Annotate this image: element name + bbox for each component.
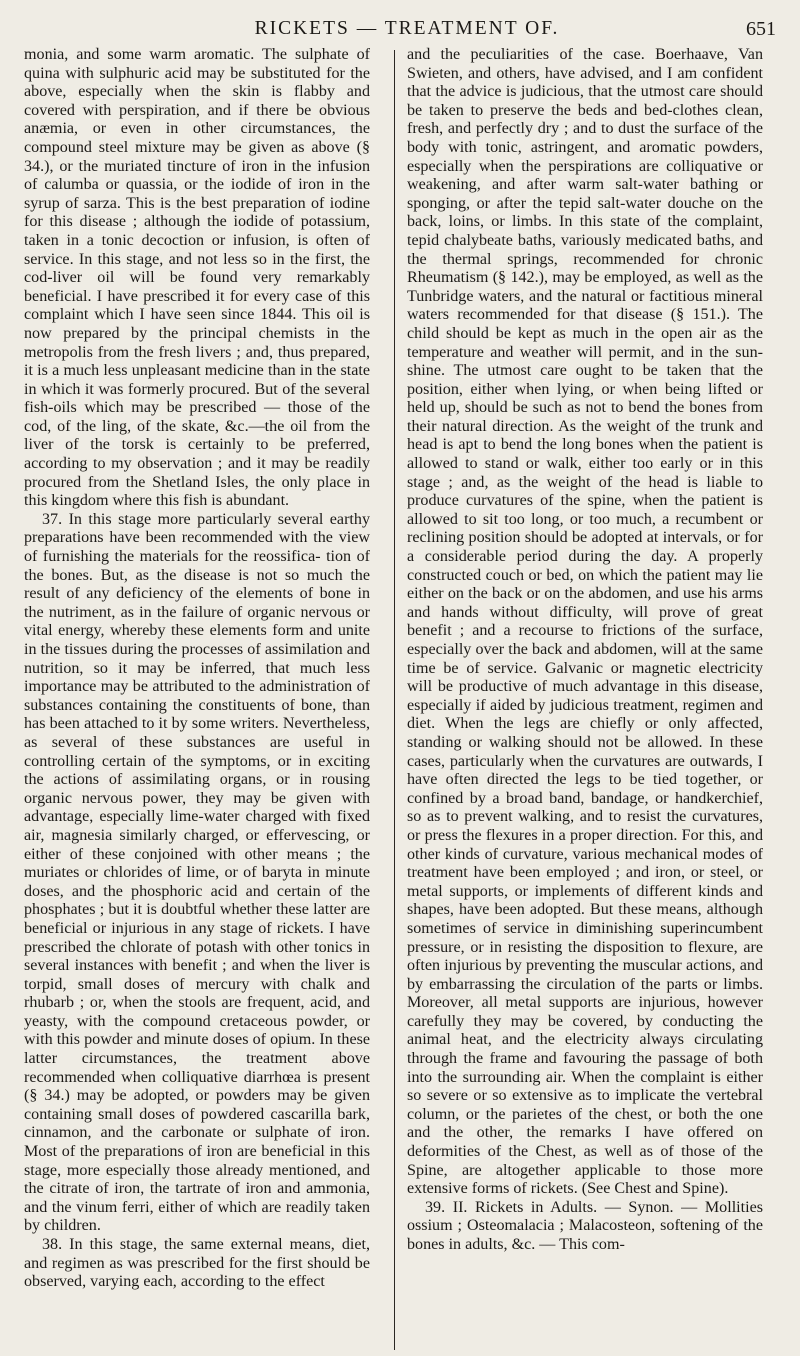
column-divider <box>394 50 395 1350</box>
running-head: RICKETS — TREATMENT OF. <box>254 18 560 39</box>
paragraph: and the peculiarities of the case. Boerhaave, Van Swieten, and others, have advised, and I am confident that the advice is judicious, that the utmost care should be taken to preserve the beds and bed-clothes clean, fresh, and perfectly dry ; and to dust the surface of the body with tonic, astringent, and aromatic powders, especially when the perspirations are colliquative or weakening, and after warm salt-water bathing or sponging, or after the tepid salt-water douche on the back, loins, or limbs. In this state of the complaint, tepid chalybeate baths, variously medicated baths, and the thermal springs, recommended for chronic Rheumatism (§ 142.), may be employed, as well as the Tunbridge waters, and the natural or factitious mineral waters recommended for that disease (§ 151.). The child should be kept as much in the open air as the temperature and weather will permit, and in the sun-shine. The utmost care ought to be taken that the position, either when lying, or when being lifted or held up, should be such as not to bend the bones from their natural direction. As the weight of the trunk and head is apt to bend the long bones when the patient is allowed to stand or walk, either too early or in this stage ; and, as the weight of the head is liable to produce curvatures of the spine, when the patient is allowed to sit too long, or too much, a recumbent or reclining position should be adopted at intervals, or for a considerable period during the day. A properly constructed couch or bed, on which the patient may lie either on the back or on the abdomen, and use his arms and hands without difficulty, will prove of great benefit ; and a recourse to frictions of the surface, especially over the back and abdomen, will at the same time be of service. Galvanic or magnetic electricity will be productive of much advantage in this disease, especially if aided by judicious treatment, regimen and diet. When the legs are chiefly or only affected, standing or walking should not be allowed. In these cases, particularly when the curvatures are outwards, I have often directed the legs to be tied together, or confined by a broad band, bandage, or handkerchief, so as to prevent walking, and to resist the curvatures, or press the flexures in a proper direction. For this, and other kinds of curvature, various mechanical modes of treatment have been employed ; and iron, or steel, or metal supports, or implements of different kinds and shapes, have been adopted. But these means, although sometimes of service in diminishing superincumbent pressure, or in resisting the disposition to flexure, are often injurious by preventing the muscular actions, and by embarrassing the circulation of the parts or limbs. Moreover, all metal supports are injurious, however carefully they may be covered, by conducting the animal heat, and the electricity always circulating through the frame and favouring the passage of both into the surrounding air. When the complaint is either so severe or so extensive as to implicate the vertebral column, or the parietes of the chest, or both the one and the other, the remarks I have offered on deformities of the Chest, as well as of those of the Spine, are altogether applicable to those more extensive forms of rickets. (See Chest and Spine). <box>407 46 763 1198</box>
paragraph: 38. In this stage, the same external means, diet, and regimen as was prescribed for the first should be observed, varying each, according to the effect <box>24 1236 370 1291</box>
paragraph: 39. II. Rickets in Adults. — Synon. — Mollities ossium ; Osteomalacia ; Malacosteon, softening of the bones in adults, &c. — This com- <box>407 1198 763 1253</box>
right-column <box>407 46 763 1255</box>
page-number: 651 <box>746 18 776 40</box>
paragraph: monia, and some warm aromatic. The sulphate of quina with sulphuric acid may be substituted for the above, especially when the skin is flabby and covered with perspiration, and if there be obvious anæmia, or even in other circumstances, the compound steel mixture may be given as above (§ 34.), or the muriated tincture of iron in the infusion of calumba or quassia, or the iodide of iron in the syrup of sarza. This is the best preparation of iodine for this disease ; although the iodide of potassium, taken in a tonic decoction or infusion, is often of service. In this stage, and not less so in the first, the cod-liver oil will be found very remarkably beneficial. I have prescribed it for every case of this complaint which I have seen since 1844. This oil is now prepared by the principal chemists in the metropolis from the fresh livers ; and, thus prepared, it is a much less unpleasant medicine than in the state in which it was formerly procured. But of the several fish-oils which may be prescribed — those of the cod, of the ling, of the skate, &c.—the oil from the liver of the torsk is certainly to be preferred, according to my observation ; and it may be readily procured from the Shetland Isles, the only place in this kingdom where this fish is abundant. <box>24 46 370 510</box>
paragraph: 37. In this stage more particularly several earthy preparations have been recommended with the view of furnishing the materials for the reossifica- tion of the bones. But, as the disease is not so much the result of any deficiency of the elements of bone in the nutriment, as in the failure of organic nervous or vital energy, whereby these elements form and unite in the tissues during the processes of assimilation and nutrition, so it may be inferred, that much less importance may be attributed to the administration of substances containing the constituents of bone, than has been attached to it by some writers. Nevertheless, as several of these substances are useful in controlling certain of the symptoms, or in exciting the actions of assimilating organs, or in rousing organic nervous power, they may be given with advantage, especially lime-water charged with fixed air, magnesia similarly charged, or effervescing, or either of these conjoined with other means ; the muriates or chlorides of lime, or of baryta in minute doses, and the phosphoric acid and certain of the phosphates ; but it is doubtful whether these latter are beneficial or injurious in any stage of rickets. I have prescribed the chlorate of potash with other tonics in several instances with benefit ; and when the liver is torpid, small doses of mercury with chalk and rhubarb ; or, when the stools are frequent, acid, and yeasty, with the compound cretaceous powder, or with this powder and minute doses of opium. In these latter circumstances, the treatment above recommended when colliquative diarrhœa is present (§ 34.) may be adopted, or powders may be given containing small doses of powdered cascarilla bark, cinnamon, and the carbonate or sulphate of iron. Most of the preparations of iron are beneficial in this stage, more especially those already mentioned, and the citrate of iron, the tartrate of iron and ammonia, and the vinum ferri, either of which are readily taken by children. <box>24 510 370 1235</box>
left-column <box>24 46 370 1292</box>
page-header <box>38 14 776 44</box>
